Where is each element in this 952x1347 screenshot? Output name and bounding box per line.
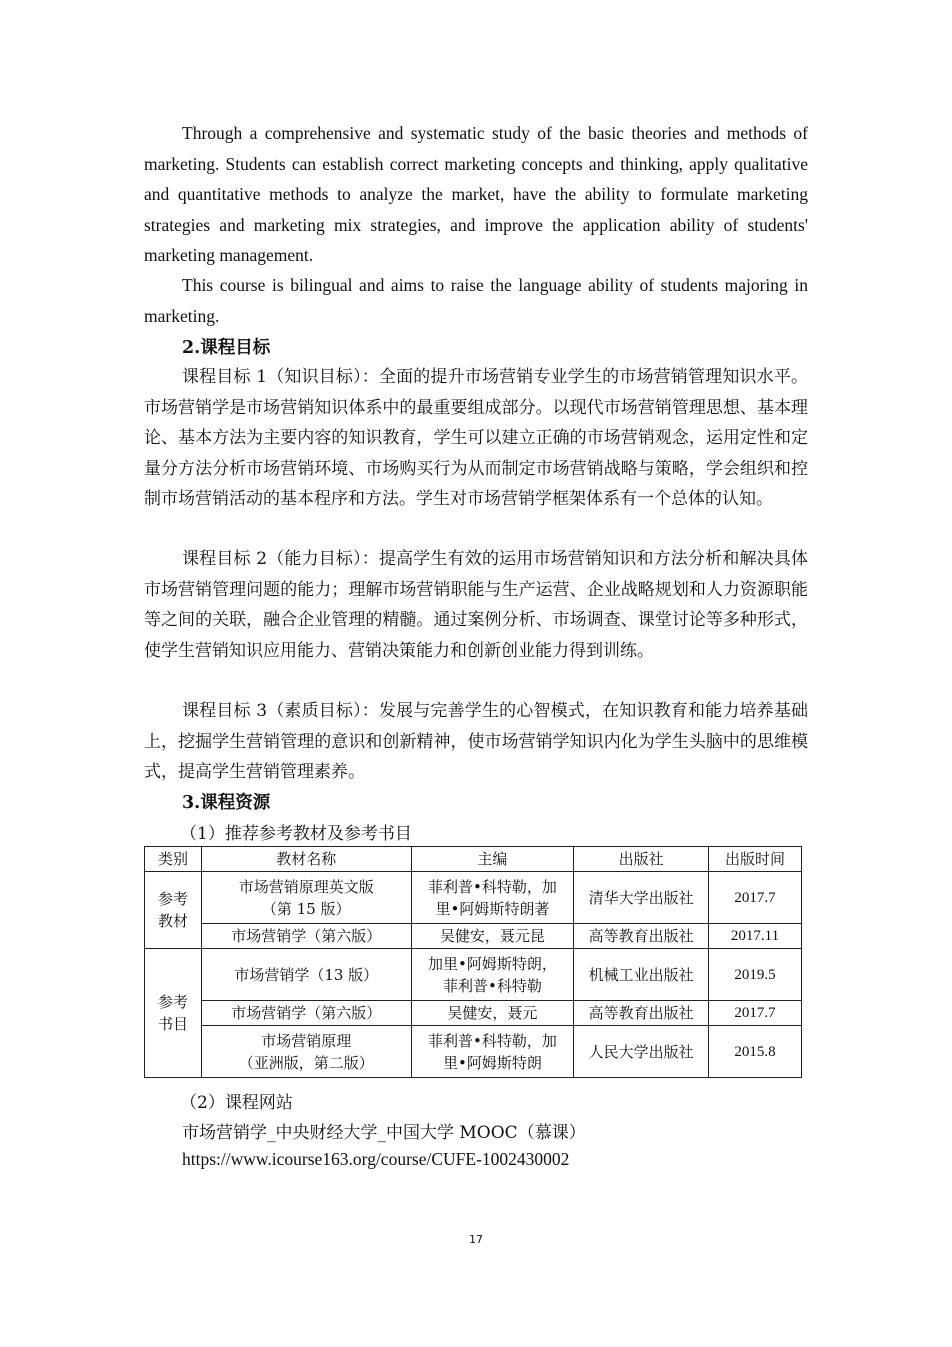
- section-heading-resources: 3.课程资源: [182, 793, 271, 813]
- publisher-cell: 人民大学出版社: [574, 1026, 709, 1078]
- title-cell: 市场营销学（第六版）: [201, 1001, 411, 1026]
- table-row: [145, 872, 802, 924]
- page-number: 17: [469, 1233, 483, 1246]
- editor-cell: 加里•阿姆斯特朗， 菲利普•科特勒: [411, 949, 574, 1001]
- header-title: 教材名称: [201, 847, 411, 872]
- editor-cell: 菲利普•科特勒，加 里•阿姆斯特朗著: [411, 872, 574, 924]
- header-editor: 主编: [411, 847, 574, 872]
- publisher-cell: 高等教育出版社: [574, 1001, 709, 1026]
- table-header-row: [145, 847, 802, 872]
- table-row: [145, 1026, 802, 1078]
- publisher-cell: 清华大学出版社: [574, 872, 709, 924]
- intro-paragraph-2: This course is bilingual and aims to raise the language ability of students majoring in marketing.: [144, 275, 808, 326]
- website-subheading: （2）课程网站: [180, 1093, 293, 1113]
- editor-cell: 吴健安，聂元昆: [411, 924, 574, 949]
- goal-paragraph-1: 课程目标 1（知识目标）：全面的提升市场营销专业学生的市场营销管理知识水平。市场营销学是市场营销知识体系中的最重要组成部分。以现代市场营销管理思想、基本理论、基本方法为主要内容的知识教育，学生可以建立正确的市场营销观念，运用定性和定量分方法分析市场营销环境、市场购买行为从而制定市场营销战略与策略，学会组织和控制市场营销活动的基本程序和方法。学生对市场营销学框架体系有一个总体的认知。: [144, 367, 808, 509]
- header-date: 出版时间: [709, 847, 802, 872]
- date-cell: 2017.11: [709, 924, 802, 949]
- course-site-name: 市场营销学_中央财经大学_中国大学 MOOC（慕课）: [182, 1123, 586, 1143]
- editor-cell: 菲利普•科特勒，加 里•阿姆斯特朗: [411, 1026, 574, 1078]
- date-cell: 2015.8: [709, 1026, 802, 1078]
- header-publisher: 出版社: [574, 847, 709, 872]
- textbook-subheading: （1）推荐参考教材及参考书目: [180, 824, 412, 844]
- goal-paragraph-2: 课程目标 2（能力目标）：提高学生有效的运用市场营销知识和方法分析和解决具体市场营销管理问题的能力；理解市场营销职能与生产运营、企业战略规划和人力资源职能等之间的关联，融合企业管理的精髓。通过案例分析、市场调查、课堂讨论等多种形式，使学生营销知识应用能力、营销决策能力和创新创业能力得到训练。: [144, 549, 808, 661]
- intro-paragraph-1: Through a comprehensive and systematic study of the basic theories and methods of marketing. Students can establish correct marketing concepts and thinking, apply qualitative and quantitative methods to analyze the market, have the ability to formulate marketing strategies and marketing mix strategies, and improve the application ability of students' marketing management.: [144, 123, 808, 265]
- title-cell: 市场营销原理英文版 （第 15 版）: [201, 872, 411, 924]
- title-cell: 市场营销学（13 版）: [201, 949, 411, 1001]
- date-cell: 2017.7: [709, 872, 802, 924]
- table-row: [145, 924, 802, 949]
- table-row: [145, 1001, 802, 1026]
- course-site-url[interactable]: https://www.icourse163.org/course/CUFE-1002430002: [182, 1149, 570, 1169]
- publisher-cell: 高等教育出版社: [574, 924, 709, 949]
- date-cell: 2019.5: [709, 949, 802, 1001]
- goal-paragraph-3: 课程目标 3（素质目标）：发展与完善学生的心智模式，在知识教育和能力培养基础上，挖掘学生营销管理的意识和创新精神，使市场营销学知识内化为学生头脑中的思维模式，提高学生营销管理素养。: [144, 701, 808, 782]
- textbook-table: [144, 846, 802, 1078]
- section-heading-goals: 2.课程目标: [182, 338, 271, 358]
- date-cell: 2017.7: [709, 1001, 802, 1026]
- editor-cell: 吴健安，聂元: [411, 1001, 574, 1026]
- header-category: 类别: [145, 847, 202, 872]
- category-cell-textbook: 参考 教材: [145, 872, 202, 949]
- category-cell-reference: 参考 书目: [145, 949, 202, 1078]
- table-row: [145, 949, 802, 1001]
- title-cell: 市场营销学（第六版）: [201, 924, 411, 949]
- publisher-cell: 机械工业出版社: [574, 949, 709, 1001]
- title-cell: 市场营销原理 （亚洲版，第二版）: [201, 1026, 411, 1078]
